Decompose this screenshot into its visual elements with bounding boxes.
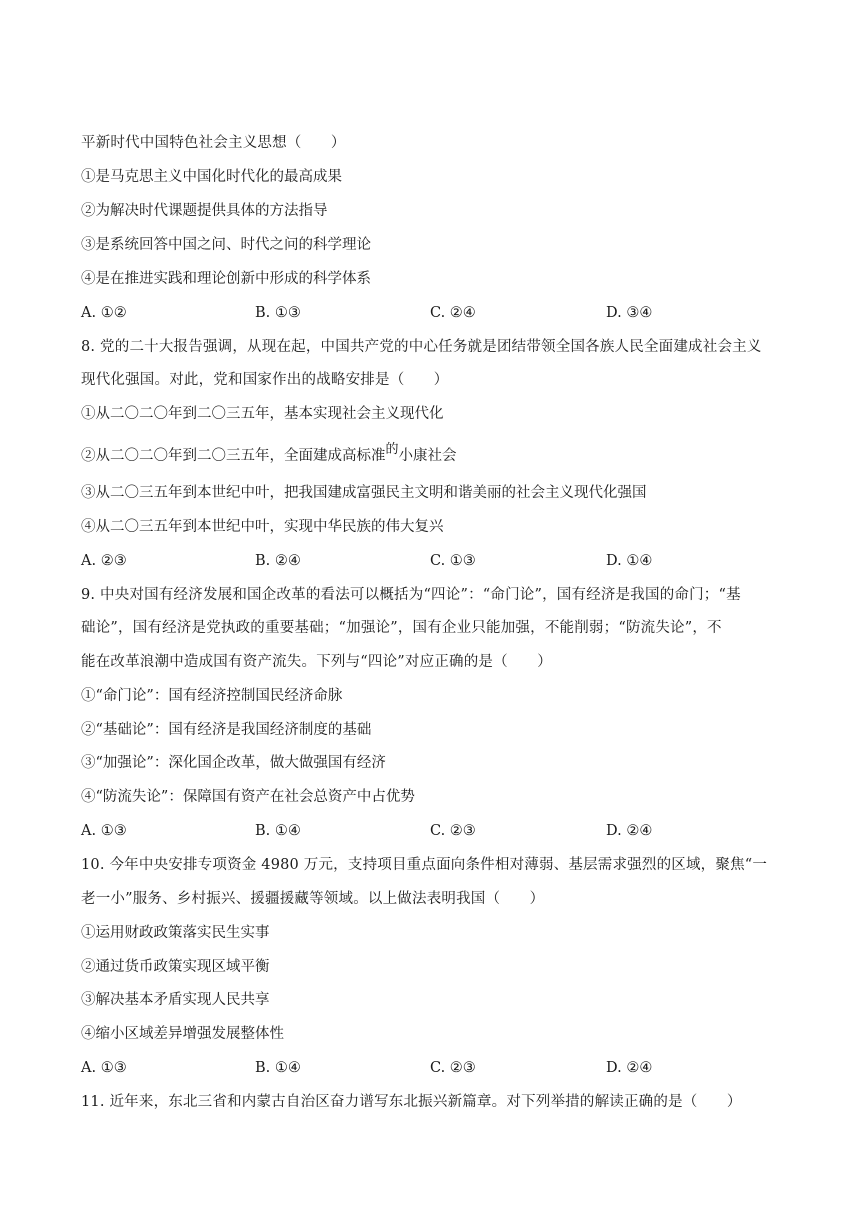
q10-choice-a: A. ①③ — [81, 1060, 127, 1076]
q8-choice-b: B. ②④ — [255, 553, 301, 569]
q10-option-4: ④缩小区域差异增强发展整体性 — [81, 1026, 284, 1042]
q8-stem-line-2: 现代化强国。对此，党和国家作出的战略安排是（ ） — [81, 372, 449, 388]
q7-answer-choices — [81, 303, 781, 323]
q9-choice-a: A. ①③ — [81, 823, 127, 839]
q8-option-4: ④从二〇三五年到本世纪中叶，实现中华民族的伟大复兴 — [81, 519, 444, 535]
q8-choice-d: D. ①④ — [606, 553, 653, 569]
q10-option-2: ②通过货币政策实现区域平衡 — [81, 959, 270, 975]
q7-option-1: ①是马克思主义中国化时代化的最高成果 — [81, 169, 342, 185]
q10-choice-d: D. ②④ — [606, 1060, 653, 1076]
q8-option-2-text-end: 小康社会 — [398, 448, 457, 464]
q10-choice-c: C. ②③ — [430, 1060, 476, 1076]
q11-stem-line-1: 11. 近年来，东北三省和内蒙古自治区奋力谱写东北振兴新篇章。对下列举措的解读正确的是（ ） — [81, 1094, 742, 1110]
q7-option-4: ④是在推进实践和理论创新中形成的科学体系 — [81, 271, 371, 287]
q9-option-1: ①“命门论”：国有经济控制国民经济命脉 — [81, 688, 343, 704]
q8-option-1: ①从二〇二〇年到二〇三五年，基本实现社会主义现代化 — [81, 406, 444, 422]
q8-stem-line-1: 8. 党的二十大报告强调，从现在起，中国共产党的中心任务就是团结带领全国各族人民全面建成社会主义 — [81, 339, 762, 355]
q7-choice-d: D. ③④ — [606, 305, 653, 321]
q8-choice-c: C. ①③ — [430, 553, 476, 569]
q7-option-3: ③是系统回答中国之问、时代之问的科学理论 — [81, 237, 371, 253]
q9-choice-b: B. ①④ — [255, 823, 301, 839]
q9-option-2: ②“基础论”：国有经济是我国经济制度的基础 — [81, 722, 372, 738]
q10-option-1: ①运用财政政策落实民生实事 — [81, 925, 270, 941]
q8-option-3: ③从二〇三五年到本世纪中叶，把我国建成富强民主文明和谐美丽的社会主义现代化强国 — [81, 485, 647, 501]
q9-option-3: ③“加强论”：深化国企改革，做大做强国有经济 — [81, 755, 386, 771]
q9-stem-line-3: 能在改革浪潮中造成国有资产流失。下列与“四论”对应正确的是（ ） — [81, 654, 552, 670]
q8-option-2 — [81, 442, 457, 467]
q9-choice-d: D. ②④ — [606, 823, 653, 839]
q8-option-2-text-start: ②从二〇二〇年到二〇三五年，全面建成高标准 — [81, 448, 386, 464]
q7-choice-b: B. ①③ — [255, 305, 301, 321]
q9-stem-line-2: 础论”，国有经济是党执政的重要基础；“加强论”，国有企业只能加强，不能削弱；“防流失论”，不 — [81, 620, 722, 636]
q9-answer-choices — [81, 821, 781, 841]
q8-choice-a: A. ②③ — [81, 553, 127, 569]
q9-option-4: ④“防流失论”：保障国有资产在社会总资产中占优势 — [81, 789, 415, 805]
q9-choice-c: C. ②③ — [430, 823, 476, 839]
q10-option-3: ③解决基本矛盾实现人民共享 — [81, 992, 270, 1008]
q8-answer-choices — [81, 551, 781, 571]
q10-stem-line-2: 老一小”服务、乡村振兴、援疆援藏等领域。以上做法表明我国（ ） — [81, 891, 545, 907]
q7-choice-a: A. ①② — [81, 305, 127, 321]
q8-option-2-raised-char: 的 — [385, 442, 399, 457]
q7-option-2: ②为解决时代课题提供具体的方法指导 — [81, 203, 328, 219]
q10-stem-line-1: 10. 今年中央安排专项资金 4980 万元，支持项目重点面向条件相对薄弱、基层需求强烈的区域，聚焦“一 — [81, 857, 768, 873]
q9-stem-line-1: 9. 中央对国有经济发展和国企改革的看法可以概括为“四论”：“命门论”，国有经济是我国的命门；“基 — [81, 587, 741, 603]
q10-choice-b: B. ①④ — [255, 1060, 301, 1076]
q7-stem: 平新时代中国特色社会主义思想（ ） — [81, 135, 346, 151]
q10-answer-choices — [81, 1058, 781, 1078]
q7-choice-c: C. ②④ — [430, 305, 476, 321]
